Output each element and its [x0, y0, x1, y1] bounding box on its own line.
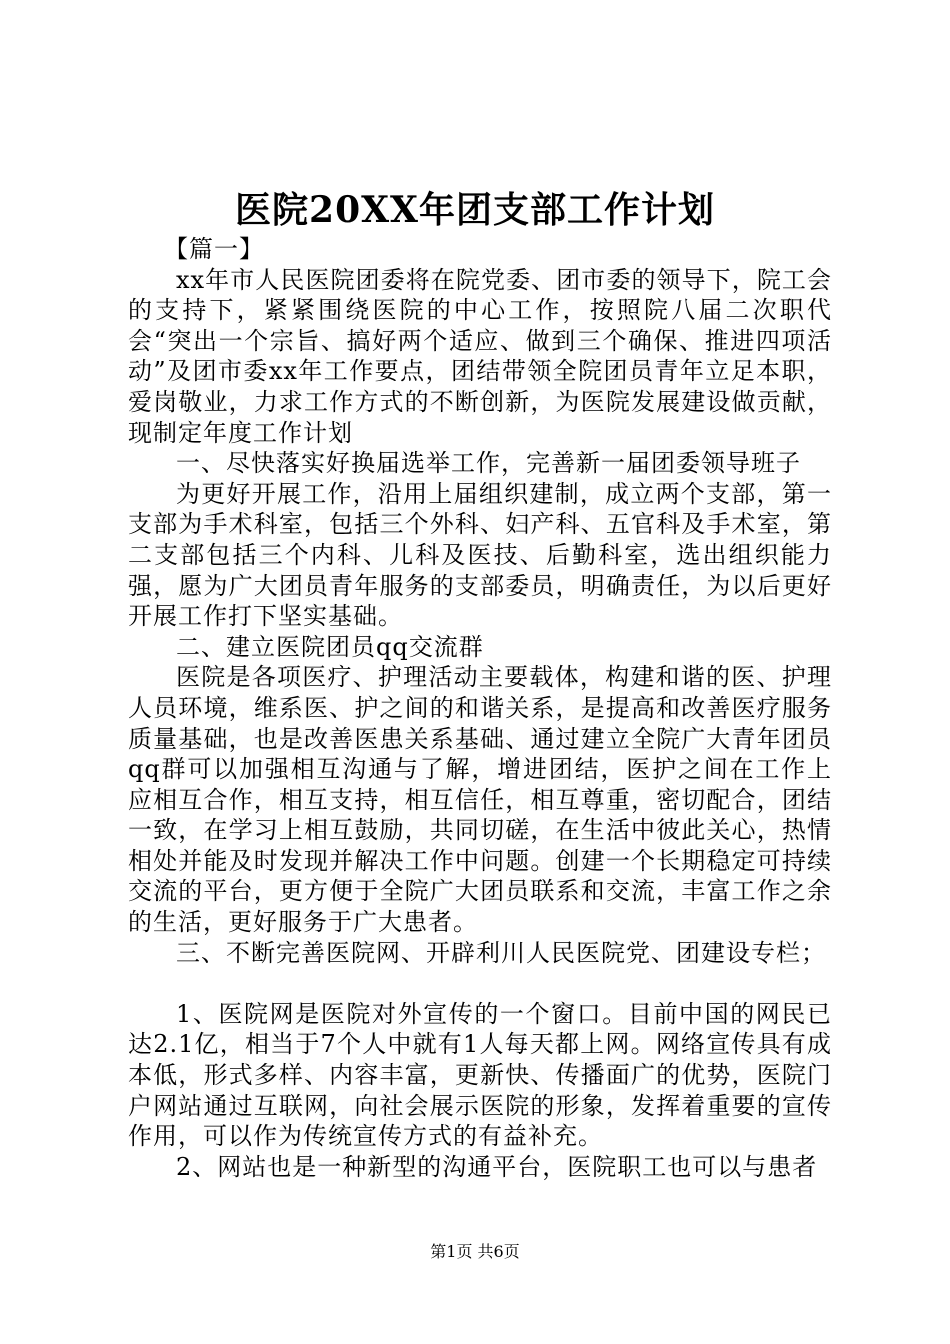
document-title: 医院20XX年团支部工作计划: [235, 189, 715, 231]
paragraph-section-3-item-1: 1、医院网是医院对外宣传的一个窗口。目前中国的网民已达2.1亿，相当于7个人中就有1人每天都上网。网络宣传具有成本低，形式多样、内容丰富，更新快、传播面广的优势，医院门户网站通过互联网，向社会展示医院的形象，发挥着重要的宣传作用，可以作为传统宣传方式的有益补充。: [128, 999, 832, 1151]
section-label: 【篇一】: [164, 235, 264, 263]
heading-section-2: 二、建立医院团员qq交流群: [176, 632, 484, 661]
heading-section-1: 一、尽快落实好换届选举工作，完善新一届团委领导班子: [176, 449, 801, 478]
paragraph-section-3-item-2: 2、网站也是一种新型的沟通平台，医院职工也可以与患者: [176, 1152, 818, 1181]
document-body: [128, 234, 832, 1182]
paragraph-section-2: 医院是各项医疗、护理活动主要载体，构建和谐的医、护理人员环境，维系医、护之间的和谐关系，是提高和改善医疗服务质量基础，也是改善医患关系基础、通过建立全院广大青年团员qq群可以加强相互沟通与了解，增进团结，医护之间在工作上应相互合作，相互支持，相互信任，相互尊重，密切配合，团结一致，在学习上相互鼓励，共同切磋，在生活中彼此关心，热情相处并能及时发现并解决工作中问题。创建一个长期稳定可持续交流的平台，更方便于全院广大团员联系和交流，丰富工作之余的生活，更好服务于广大患者。: [128, 663, 832, 937]
heading-section-3: 三、不断完善医院网、开辟利川人民医院党、团建设专栏；: [176, 938, 826, 967]
paragraph-section-1: 为更好开展工作，沿用上届组织建制，成立两个支部，第一支部为手术科室，包括三个外科、妇产科、五官科及手术室，第二支部包括三个内科、儿科及医技、后勤科室，选出组织能力强，愿为广大团员青年服务的支部委员，明确责任，为以后更好开展工作打下坚实基础。: [128, 479, 832, 631]
page-footer: 第1页 共6页: [430, 1242, 520, 1261]
paragraph-intro: xx年市人民医院团委将在院党委、团市委的领导下，院工会的支持下，紧紧围绕医院的中心工作，按照院八届二次职代会“突出一个宗旨、搞好两个适应、做到三个确保、推进四项活动”及团市委xx年工作要点，团结带领全院团员青年立足本职，爱岗敬业，力求工作方式的不断创新，为医院发展建设做贡献，现制定年度工作计划: [128, 265, 832, 447]
